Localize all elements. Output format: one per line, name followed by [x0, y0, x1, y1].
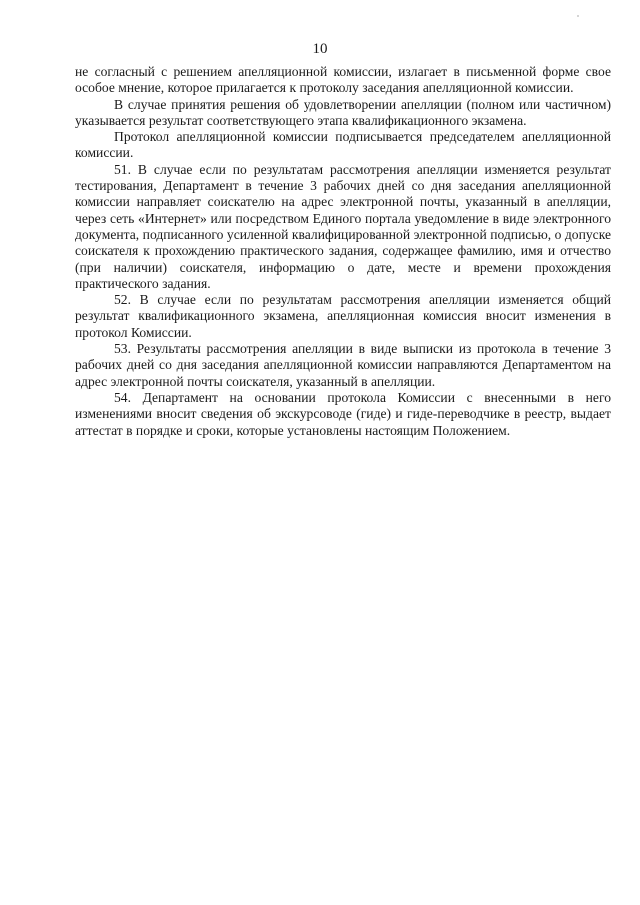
paragraph-protocol-signature: Протокол апелляционной комиссии подписывается председателем апелляционной комиссии.	[75, 129, 611, 161]
scan-speck	[577, 15, 579, 17]
paragraph-continuation: не согласный с решением апелляционной комиссии, излагает в письменной форме свое особое мнение, которое прилагается к протоколу заседания апелляционной комиссии.	[75, 64, 611, 96]
page-number: 10	[312, 41, 328, 57]
paragraph-item-52: 52. В случае если по результатам рассмотрения апелляции изменяется общий результат квалификационного экзамена, апелляционная комиссия вносит изменения в протокол Комиссии.	[75, 292, 611, 340]
paragraph-item-53: 53. Результаты рассмотрения апелляции в виде выписки из протокола в течение 3 рабочих дней со дня заседания апелляционной комиссии направляются Департаментом на адрес электронной почты соискателя, указанный в апелляции.	[75, 341, 611, 389]
document-body	[75, 64, 611, 439]
paragraph-item-54: 54. Департамент на основании протокола Комиссии с внесенными в него изменениями вносит сведения об экскурсоводе (гиде) и гиде-переводчике в реестр, выдает аттестат в порядке и сроки, которые установлены настоящим Положением.	[75, 389, 611, 438]
paragraph-item-51: 51. В случае если по результатам рассмотрения апелляции изменяется результат тестирования, Департамент в течение 3 рабочих дней со дня заседания апелляционной комиссии направляет соискателю на адрес электронной почты, указанный в апелляции, через сеть «Интернет» или посредством Единого портала уведомление в виде электронного документа, подписанного усиленной квалифицированной электронной подписью, о допуске соискателя к прохождению практического задания, содержащее фамилию, имя и отчество (при наличии) соискателя, информацию о дате, месте и времени прохождения практического задания.	[75, 161, 611, 291]
paragraph-appeal-satisfied: В случае принятия решения об удовлетворении апелляции (полном или частичном) указывается результат соответствующего этапа квалификационного экзамена.	[75, 96, 611, 128]
